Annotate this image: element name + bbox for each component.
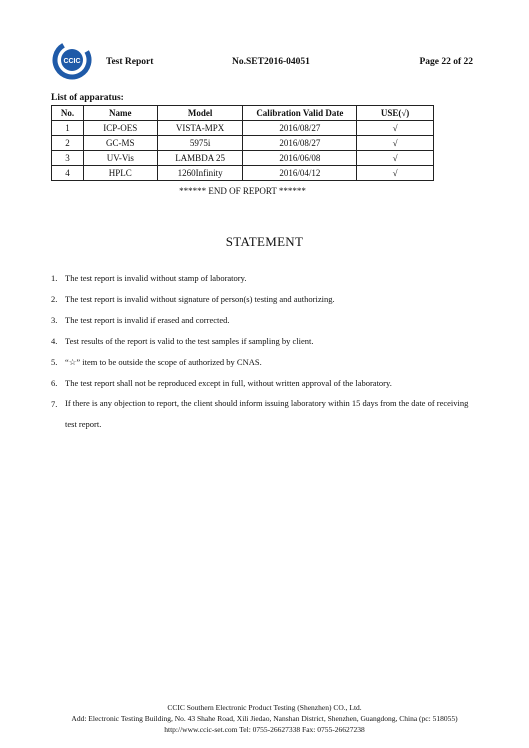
cell-use: √ [357,151,434,166]
table-row [52,166,434,181]
report-number: No.SET2016-04051 [232,57,310,67]
table-row [52,136,434,151]
column-header-model: Model [157,106,243,121]
cell-no: 3 [52,151,84,166]
column-header-use: USE(√) [357,106,434,121]
item-text: The test report is invalid without stamp of laboratory. [65,273,247,283]
item-text: “☆” item to be outside the scope of authorized by CNAS. [65,357,262,367]
end-of-report: ****** END OF REPORT ****** [179,186,306,196]
footer-company: CCIC Southern Electronic Product Testing (Shenzhen) CO., Ltd. [167,703,362,712]
cell-model: LAMBDA 25 [157,151,243,166]
svg-text:CCIC: CCIC [63,58,81,65]
item-text: If there is any objection to report, the client should inform issuing laboratory within 15 days from the date of receiving test report. [65,398,469,429]
list-item [51,399,471,441]
footer-contact: http://www.ccic-set.com Tel: 0755-26627338 Fax: 0755-26627238 [164,725,365,734]
table-header-row [52,106,434,121]
list-item [51,336,471,357]
ccic-logo-icon [52,40,92,80]
item-text: Test results of the report is valid to the test samples if sampling by client. [65,336,314,346]
column-header-no: No. [52,106,84,121]
page-number: Page 22 of 22 [419,57,473,67]
cell-use: √ [357,136,434,151]
cell-date: 2016/08/27 [243,121,357,136]
cell-model: 5975i [157,136,243,151]
cell-no: 1 [52,121,84,136]
cell-model: VISTA-MPX [157,121,243,136]
cell-date: 2016/04/12 [243,166,357,181]
item-number: 1. [51,273,58,283]
list-item [51,294,471,315]
item-text: The test report is invalid if erased and corrected. [65,315,230,325]
item-number: 7. [51,399,58,409]
cell-name: UV-Vis [83,151,157,166]
item-number: 3. [51,315,58,325]
list-item [51,315,471,336]
column-header-name: Name [83,106,157,121]
table-row [52,121,434,136]
item-number: 2. [51,294,58,304]
apparatus-list-title: List of apparatus: [51,93,124,103]
footer-address: Add: Electronic Testing Building, No. 43 Shahe Road, Xili Jiedao, Nanshan District, Shenzhen, Guangdong, China (pc: 518055) [71,714,458,723]
statement-list [51,273,471,441]
cell-use: √ [357,121,434,136]
list-item [51,273,471,294]
cell-date: 2016/08/27 [243,136,357,151]
item-number: 6. [51,378,58,388]
list-item [51,357,471,378]
cell-name: ICP-OES [83,121,157,136]
cell-no: 4 [52,166,84,181]
report-title: Test Report [106,57,154,67]
item-text: The test report is invalid without signature of person(s) testing and authorizing. [65,294,335,304]
cell-no: 2 [52,136,84,151]
table-row [52,151,434,166]
item-number: 4. [51,336,58,346]
cell-date: 2016/06/08 [243,151,357,166]
page-footer [0,702,529,735]
report-header [52,40,473,80]
item-number: 5. [51,357,58,367]
item-text: The test report shall not be reproduced except in full, without written approval of the laboratory. [65,378,392,388]
cell-name: GC-MS [83,136,157,151]
cell-use: √ [357,166,434,181]
apparatus-table [51,105,434,181]
statement-heading: STATEMENT [225,234,304,249]
cell-name: HPLC [83,166,157,181]
cell-model: 1260Infinity [157,166,243,181]
column-header-calibration-date: Calibration Valid Date [243,106,357,121]
